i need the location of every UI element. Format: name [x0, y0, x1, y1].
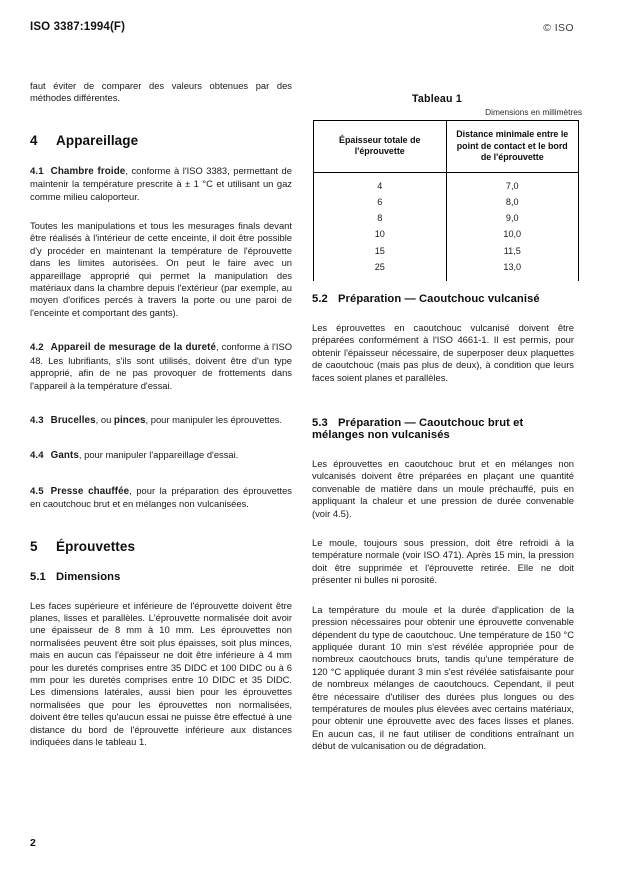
table-cell-distance: 8,0: [446, 194, 579, 210]
subclause-5-1-number: 5.1: [30, 570, 46, 583]
subclause-5-2-paragraph: Les éprouvettes en caoutchouc vulcanisé doivent être préparées conformément à l'ISO 4661-1. Il est permis, pour obtenir l'épaisseur nécessaire, de superposer deux plaquettes de caoutchouc (mais pas plus de deux), à condition que leurs faces soient planes et parallèles.: [312, 322, 574, 383]
left-column: [30, 80, 292, 748]
subclause-5-2-title: Préparation — Caoutchouc vulcanisé: [338, 293, 540, 305]
clause-4-title: Appareillage: [56, 132, 139, 148]
clause-5-title: Éprouvettes: [56, 538, 136, 554]
subclause-4-2-term: Appareil de mesurage de la dureté: [50, 342, 217, 354]
table-1-caption: Tableau 1: [412, 93, 462, 105]
table-1: [313, 120, 579, 281]
table-cell-distance: 11,5: [446, 243, 579, 259]
subclause-5-3-number: 5.3: [312, 417, 328, 430]
subclause-5-1-paragraph: Les faces supérieure et inférieure de l'éprouvette doivent être planes, lisses et parallèles. L'éprouvette normalisée doit avoir une épaisseur de 8 mm à 10 mm. Les éprouvettes non normalisées peuvent être soit plus épaisses, soit plus minces, mais en aucun cas l'épaisseur ne doit être inférieure à 4 mm pour les duretés comprises entre 35 DIDC et 100 DIDC ou à 6 mm pour les duretés comprises entre 10 DIDC et 35 DIDC. Les dimensions latérales, aussi bien pour les éprouvettes normalisées que pour les éprouvettes non normalisées, doivent être telles qu'aucun essai ne puisse être effectué à une distance du bord de l'éprouvette inférieure aux distances indiquées dans le tableau 1.: [30, 599, 292, 747]
table-cell-thickness: 15: [314, 243, 447, 259]
subclause-5-3-title-line-1: Préparation — Caoutchouc brut et: [338, 417, 524, 430]
subclause-5-3-title-line-2: mélanges non vulcanisés: [312, 429, 450, 442]
copyright-notice: © ISO: [543, 22, 574, 34]
subclause-4-4-text: , pour manipuler l'appareillage d'essai.: [78, 449, 239, 461]
subclause-4-5-number: 4.5: [30, 485, 44, 497]
table-row: [314, 226, 579, 242]
table-row: [314, 194, 579, 210]
table-1-units-note: Dimensions en millimètres: [485, 107, 582, 117]
table-column-header-thickness: Épaisseur totale de l'éprouvette: [314, 121, 447, 173]
table-1-block: [312, 93, 584, 281]
subclause-4-3-mid: , ou: [95, 413, 114, 425]
table-row: [314, 210, 579, 226]
subclause-4-1-text: , conforme à l'ISO 3383, permettant de maintenir la température prescrite à ± 1 °C et utilisant un gaz comme milieu caloporteur.: [30, 164, 292, 202]
subclause-5-3-paragraph-1: Les éprouvettes en caoutchouc brut et en mélanges non vulcanisés doivent être préparées en plaçant une quantité convenable de matière dans un moule préchauffé, puis en appliquant la chaleur et une pression de durée convenable (voir 4.5).: [312, 458, 574, 519]
subclause-4-4-number: 4.4: [30, 450, 44, 462]
table-cell-distance: 13,0: [446, 259, 579, 281]
table-row: [314, 243, 579, 259]
subclause-4-3-number: 4.3: [30, 414, 44, 426]
table-cell-thickness: 10: [314, 226, 447, 242]
subclause-4-4-term: Gants: [50, 450, 79, 462]
subclause-5-1-title: Dimensions: [56, 570, 121, 583]
table-cell-distance: 7,0: [446, 172, 579, 194]
subclause-4-3-term2: pinces: [113, 414, 146, 426]
table-cell-distance: 9,0: [446, 210, 579, 226]
page-header: [30, 21, 592, 37]
subclause-4-3: [30, 414, 292, 427]
table-row: [314, 172, 579, 194]
subclause-5-2-number: 5.2: [312, 293, 328, 305]
table-cell-distance: 10,0: [446, 226, 579, 242]
subclause-5-3-heading: [312, 417, 574, 429]
subclause-5-3-heading-cont: [312, 429, 574, 441]
clause-4-heading: [30, 133, 292, 148]
subclause-4-1: [30, 165, 292, 203]
subclause-5-3-paragraph-3: La température du moule et la durée d'application de la pression nécessaires pour obtenir une éprouvette convenable dépendent du type de caoutchouc. Une température de 150 °C appliquée durant 10 min s'est révélée appropriée pour de nombreux caoutchoucs bruts, tandis qu'une température de 120 °C appliquée durant 3 min s'est révélée satisfaisante pour de nombreux mélanges de caoutchoucs. Cependant, il peut être nécessaire d'utiliser des durées plus longues ou des températures de moules plus élevées avec certains matériaux, pour obtenir une éprouvette avec des faces lisses et planes. En aucun cas, il ne faut utiliser de conditions entraînant un début de vulcanisation ou de dégradation.: [312, 603, 574, 752]
subclause-4-3-term: Brucelles: [50, 414, 96, 426]
subclause-4-5-term: Presse chauffée: [50, 485, 130, 497]
table-cell-thickness: 6: [314, 194, 447, 210]
table-cell-thickness: 8: [314, 210, 447, 226]
subclause-4-1-term: Chambre froide: [50, 165, 126, 177]
subclause-4-5: [30, 485, 292, 511]
table-cell-thickness: 25: [314, 259, 447, 281]
subclause-4-2-text: , conforme à l'ISO 48. Les lubrifiants, s'ils sont utilisés, doivent être d'un type approprié, afin de ne pas provoquer de frottements dans l'appareil à la température d'essai.: [30, 341, 292, 391]
clause-5-heading: [30, 539, 292, 554]
continued-paragraph: faut éviter de comparer des valeurs obtenues par des méthodes différentes.: [30, 80, 292, 104]
subclause-4-1-number: 4.1: [30, 165, 44, 177]
subclause-5-2-heading: [312, 293, 574, 305]
subclause-5-3-paragraph-2: Le moule, toujours sous pression, doit être refroidi à la température normale (voir ISO 471). Après 15 min, la pression doit être supprimée et l'éprouvette retirée. Elle ne doit présenter ni bulles ni porosité.: [312, 537, 574, 586]
clause-4-number: 4: [30, 132, 38, 148]
table-header-row: [314, 121, 579, 173]
subclause-4-2: [30, 341, 292, 392]
standard-reference: ISO 3387:1994(F): [30, 21, 126, 33]
subclause-4-5-text: , pour la préparation des éprouvettes en caoutchouc brut et en mélanges non vulcanisées.: [30, 484, 292, 510]
subclause-4-2-number: 4.2: [30, 342, 44, 354]
subclause-4-3-text: , pour manipuler les éprouvettes.: [145, 413, 283, 425]
table-cell-thickness: 4: [314, 172, 447, 194]
table-row: [314, 259, 579, 281]
content-columns: [30, 80, 592, 820]
right-column: [312, 293, 574, 753]
subclause-4-1-paragraph: Toutes les manipulations et tous les mesurages finals devant être réalisés à l'intérieur de cette enceinte, il doit être possible d'y procéder en maintenant la température de l'éprouvette dans les limites autorisées. On peut le faire avec un appareillage approprié qui permet la manipulation des matériaux dans la chambre depuis l'extérieur (par exemple, au moyen d'orifices percés à travers la porte ou une paroi de l'enceinte et comportant des gants).: [30, 220, 292, 318]
clause-5-number: 5: [30, 538, 38, 554]
page-number: 2: [30, 837, 36, 849]
table-body: [314, 172, 579, 281]
table-column-header-distance: Distance minimale entre le point de contact et le bord de l'éprouvette: [446, 121, 579, 173]
subclause-4-4: [30, 449, 292, 462]
subclause-5-1-heading: [30, 571, 292, 583]
